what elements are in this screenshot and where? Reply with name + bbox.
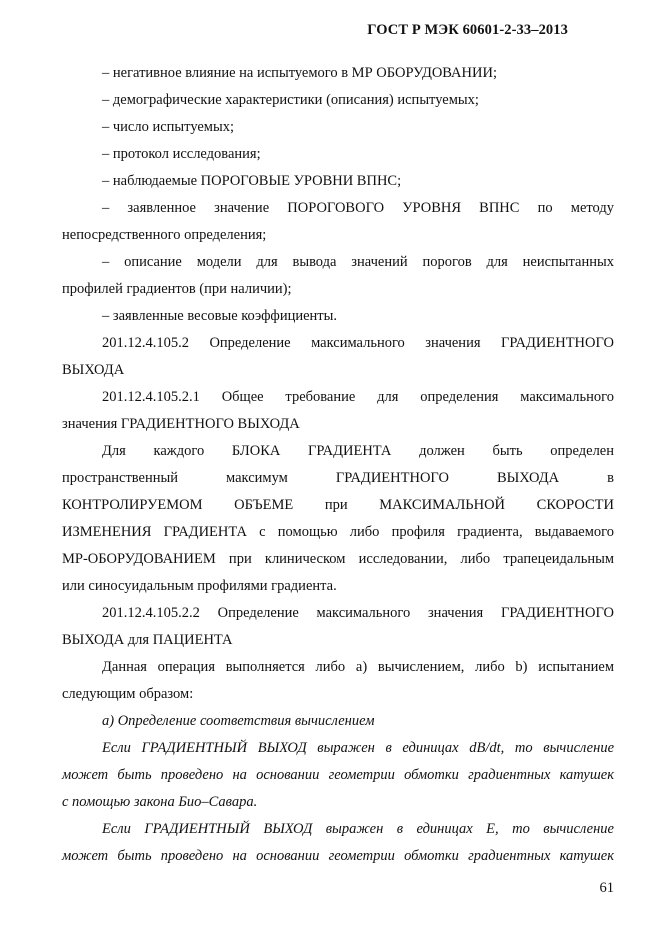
text-line: с помощью закона Био–Савара.	[62, 794, 258, 810]
text-line: Если ГРАДИЕНТНЫЙ ВЫХОД выражен в единицах E, то вычисление	[102, 821, 614, 837]
text-line: – число испытуемых;	[102, 119, 235, 135]
text-line: – протокол исследования;	[102, 146, 261, 162]
text-line: – негативное влияние на испытуемого в МР ОБОРУДОВАНИИ;	[102, 65, 497, 81]
document-body	[62, 60, 614, 870]
text-line: ИЗМЕНЕНИЯ ГРАДИЕНТА с помощью либо профиля градиента, выдаваемого	[62, 524, 614, 540]
text-line: КОНТРОЛИРУЕМОМ ОБЪЕМЕ при МАКСИМАЛЬНОЙ СКОРОСТИ	[62, 497, 614, 513]
text-line: ВЫХОДА	[62, 362, 125, 378]
text-line: – заявленные весовые коэффициенты.	[102, 308, 338, 324]
text-line: значения ГРАДИЕНТНОГО ВЫХОДА	[62, 416, 300, 432]
text-line: ВЫХОДА для ПАЦИЕНТА	[62, 632, 233, 648]
text-line: – описание модели для вывода значений порогов для неиспытанных	[102, 254, 614, 270]
text-line: Данная операция выполняется либо a) вычислением, либо b) испытанием	[102, 659, 614, 675]
text-line: – наблюдаемые ПОРОГОВЫЕ УРОВНИ ВПНС;	[102, 173, 402, 189]
text-line: следующим образом:	[62, 686, 194, 702]
text-line: МР-ОБОРУДОВАНИЕМ при клиническом исследовании, либо трапецеидальным	[62, 551, 614, 567]
page-number: 61	[599, 880, 614, 896]
text-line: Для каждого БЛОКА ГРАДИЕНТА должен быть определен	[102, 443, 614, 459]
text-line: Если ГРАДИЕНТНЫЙ ВЫХОД выражен в единицах dB/dt, то вычисление	[102, 740, 614, 756]
text-line: пространственный максимум ГРАДИЕНТНОГО ВЫХОДА в	[62, 470, 614, 486]
text-line: непосредственного определения;	[62, 227, 267, 243]
text-line: a) Определение соответствия вычислением	[102, 713, 375, 729]
text-line: – демографические характеристики (описания) испытуемых;	[102, 92, 479, 108]
text-line: может быть проведено на основании геометрии обмотки градиентных катушек	[62, 848, 614, 864]
text-line: 201.12.4.105.2.2 Определение максимального значения ГРАДИЕНТНОГО	[102, 605, 614, 621]
document-header: ГОСТ Р МЭК 60601-2-33–2013	[367, 22, 568, 38]
text-line: – заявленное значение ПОРОГОВОГО УРОВНЯ ВПНС по методу	[102, 200, 614, 216]
text-line: 201.12.4.105.2.1 Общее требование для определения максимального	[102, 389, 614, 405]
text-line: профилей градиентов (при наличии);	[62, 281, 292, 297]
text-line: или синосуидальным профилями градиента.	[62, 578, 337, 594]
text-line: может быть проведено на основании геометрии обмотки градиентных катушек	[62, 767, 614, 783]
text-line: 201.12.4.105.2 Определение максимального значения ГРАДИЕНТНОГО	[102, 335, 614, 351]
